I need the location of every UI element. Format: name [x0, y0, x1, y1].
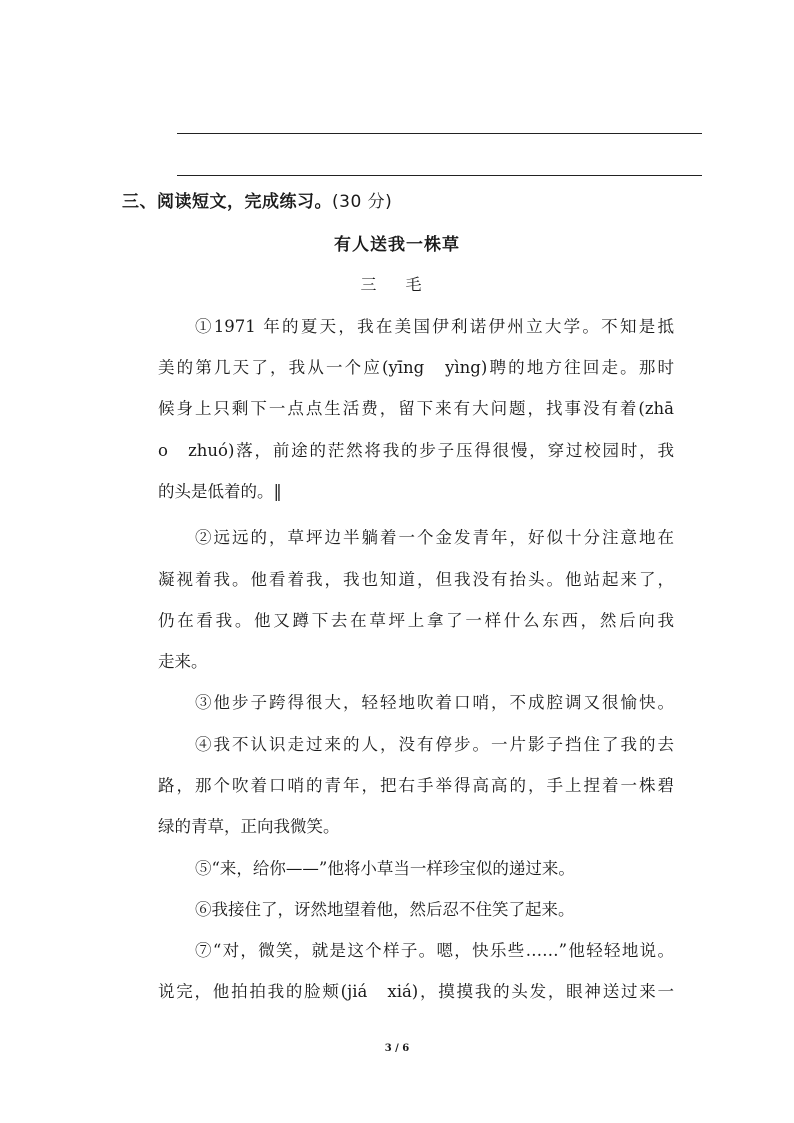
body-line: ⑦“对，微笑，就是这个样子。嗯，快乐些……”他轻轻地说。 [195, 941, 674, 960]
body-line: 美的第几天了，我从一个应(yīng yìng)聘的地方往回走。那时 [158, 358, 674, 377]
section-score: (30 分) [332, 192, 393, 212]
body-line: ②远远的，草坪边半躺着一个金发青年，好似十分注意地在 [195, 528, 674, 547]
body-line: ⑥我接住了，讶然地望着他，然后忍不住笑了起来。 [195, 900, 575, 919]
body-line: 说完，他拍拍我的脸颊(jiá xiá)，摸摸我的头发，眼神送过来一 [158, 982, 674, 1001]
body-line: 候身上只剩下一点点生活费，留下来有大问题，找事没有着(zhā [158, 399, 674, 418]
section-heading [122, 187, 392, 212]
answer-line-2 [177, 175, 702, 176]
body-line: 仍在看我。他又蹲下去在草坪上拿了一样什么东西，然后向我 [158, 611, 674, 630]
article-author: 三 毛 [360, 275, 434, 294]
body-line: 走来。 [158, 652, 208, 671]
answer-line-1 [177, 133, 702, 134]
body-line: 路，那个吹着口哨的青年，把右手举得高高的，手上捏着一株碧 [158, 776, 674, 795]
article-title: 有人送我一株草 [334, 235, 460, 255]
page-number: 3 / 6 [384, 1043, 410, 1054]
body-line: 凝视着我。他看着我，我也知道，但我没有抬头。他站起来了， [158, 570, 674, 589]
body-line: ①1971 年的夏天，我在美国伊利诺伊州立大学。不知是抵 [195, 317, 674, 336]
body-line: ④我不认识走过来的人，没有停步。一片影子挡住了我的去 [195, 735, 674, 754]
body-line: ③他步子跨得很大，轻轻地吹着口哨，不成腔调又很愉快。 [195, 693, 674, 712]
body-line: 绿的青草，正向我微笑。 [158, 817, 340, 836]
body-line: o zhuó)落，前途的茫然将我的步子压得很慢，穿过校园时，我 [158, 441, 674, 460]
section-heading-text: 三、阅读短文，完成练习。 [122, 192, 332, 212]
body-line: ⑤“来，给你——”他将小草当一样珍宝似的递过来。 [195, 859, 575, 878]
body-line: 的头是低着的。‖ [158, 482, 282, 501]
